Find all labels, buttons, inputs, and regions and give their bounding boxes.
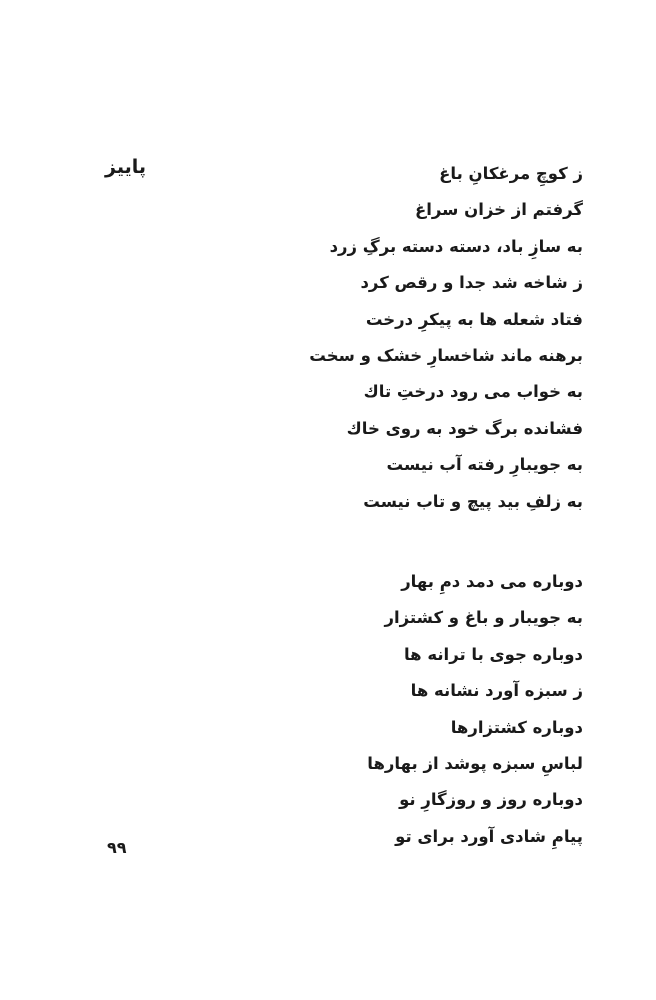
verse-line: به زلفِ بید پیچ و تاب نیست	[363, 491, 583, 511]
verse-line: گرفتم از خزان سراغ	[414, 200, 583, 220]
verse-line: به جویبار و باغ و کشتزار	[384, 608, 583, 628]
verse-line: دوباره روز و روزگارِ نو	[399, 790, 583, 810]
verse-line: به جویبارِ رفته آب نیست	[386, 455, 583, 475]
verse-line: پیامِ شادی آورد برای تو	[395, 826, 583, 846]
verse-line: فتاد شعله ها به پیکرِ درخت	[365, 309, 583, 329]
verse-line: به سازِ باد، دسته دسته برگِ زرد	[329, 236, 583, 256]
verse-line: لباسِ سبزه پوشد از بهارها	[367, 753, 583, 773]
verse-line: دوباره کشتزارها	[450, 717, 583, 737]
verse-line: دوباره می دمد دمِ بهار	[401, 572, 583, 591]
verse-line: ز شاخه شد جدا و رقص کرد	[360, 273, 583, 293]
verse-line: ز سبزه آورد نشانه ها	[410, 681, 583, 701]
verse-line: به خواب می رود درختِ تاك	[363, 382, 583, 402]
stanza-2	[367, 564, 583, 855]
verse-line: دوباره جوی با ترانه ها	[403, 644, 583, 664]
stanza-1	[309, 156, 583, 520]
verse-line: برهنه ماند شاخسارِ خشک و سخت	[309, 345, 583, 365]
poem-title: پاییز	[105, 156, 146, 178]
page-number: ۹۹	[107, 838, 127, 857]
verse-line: فشانده برگ خود به روی خاك	[346, 418, 583, 438]
verse-line: ز کوچِ مرغکانِ باغ	[439, 164, 583, 183]
